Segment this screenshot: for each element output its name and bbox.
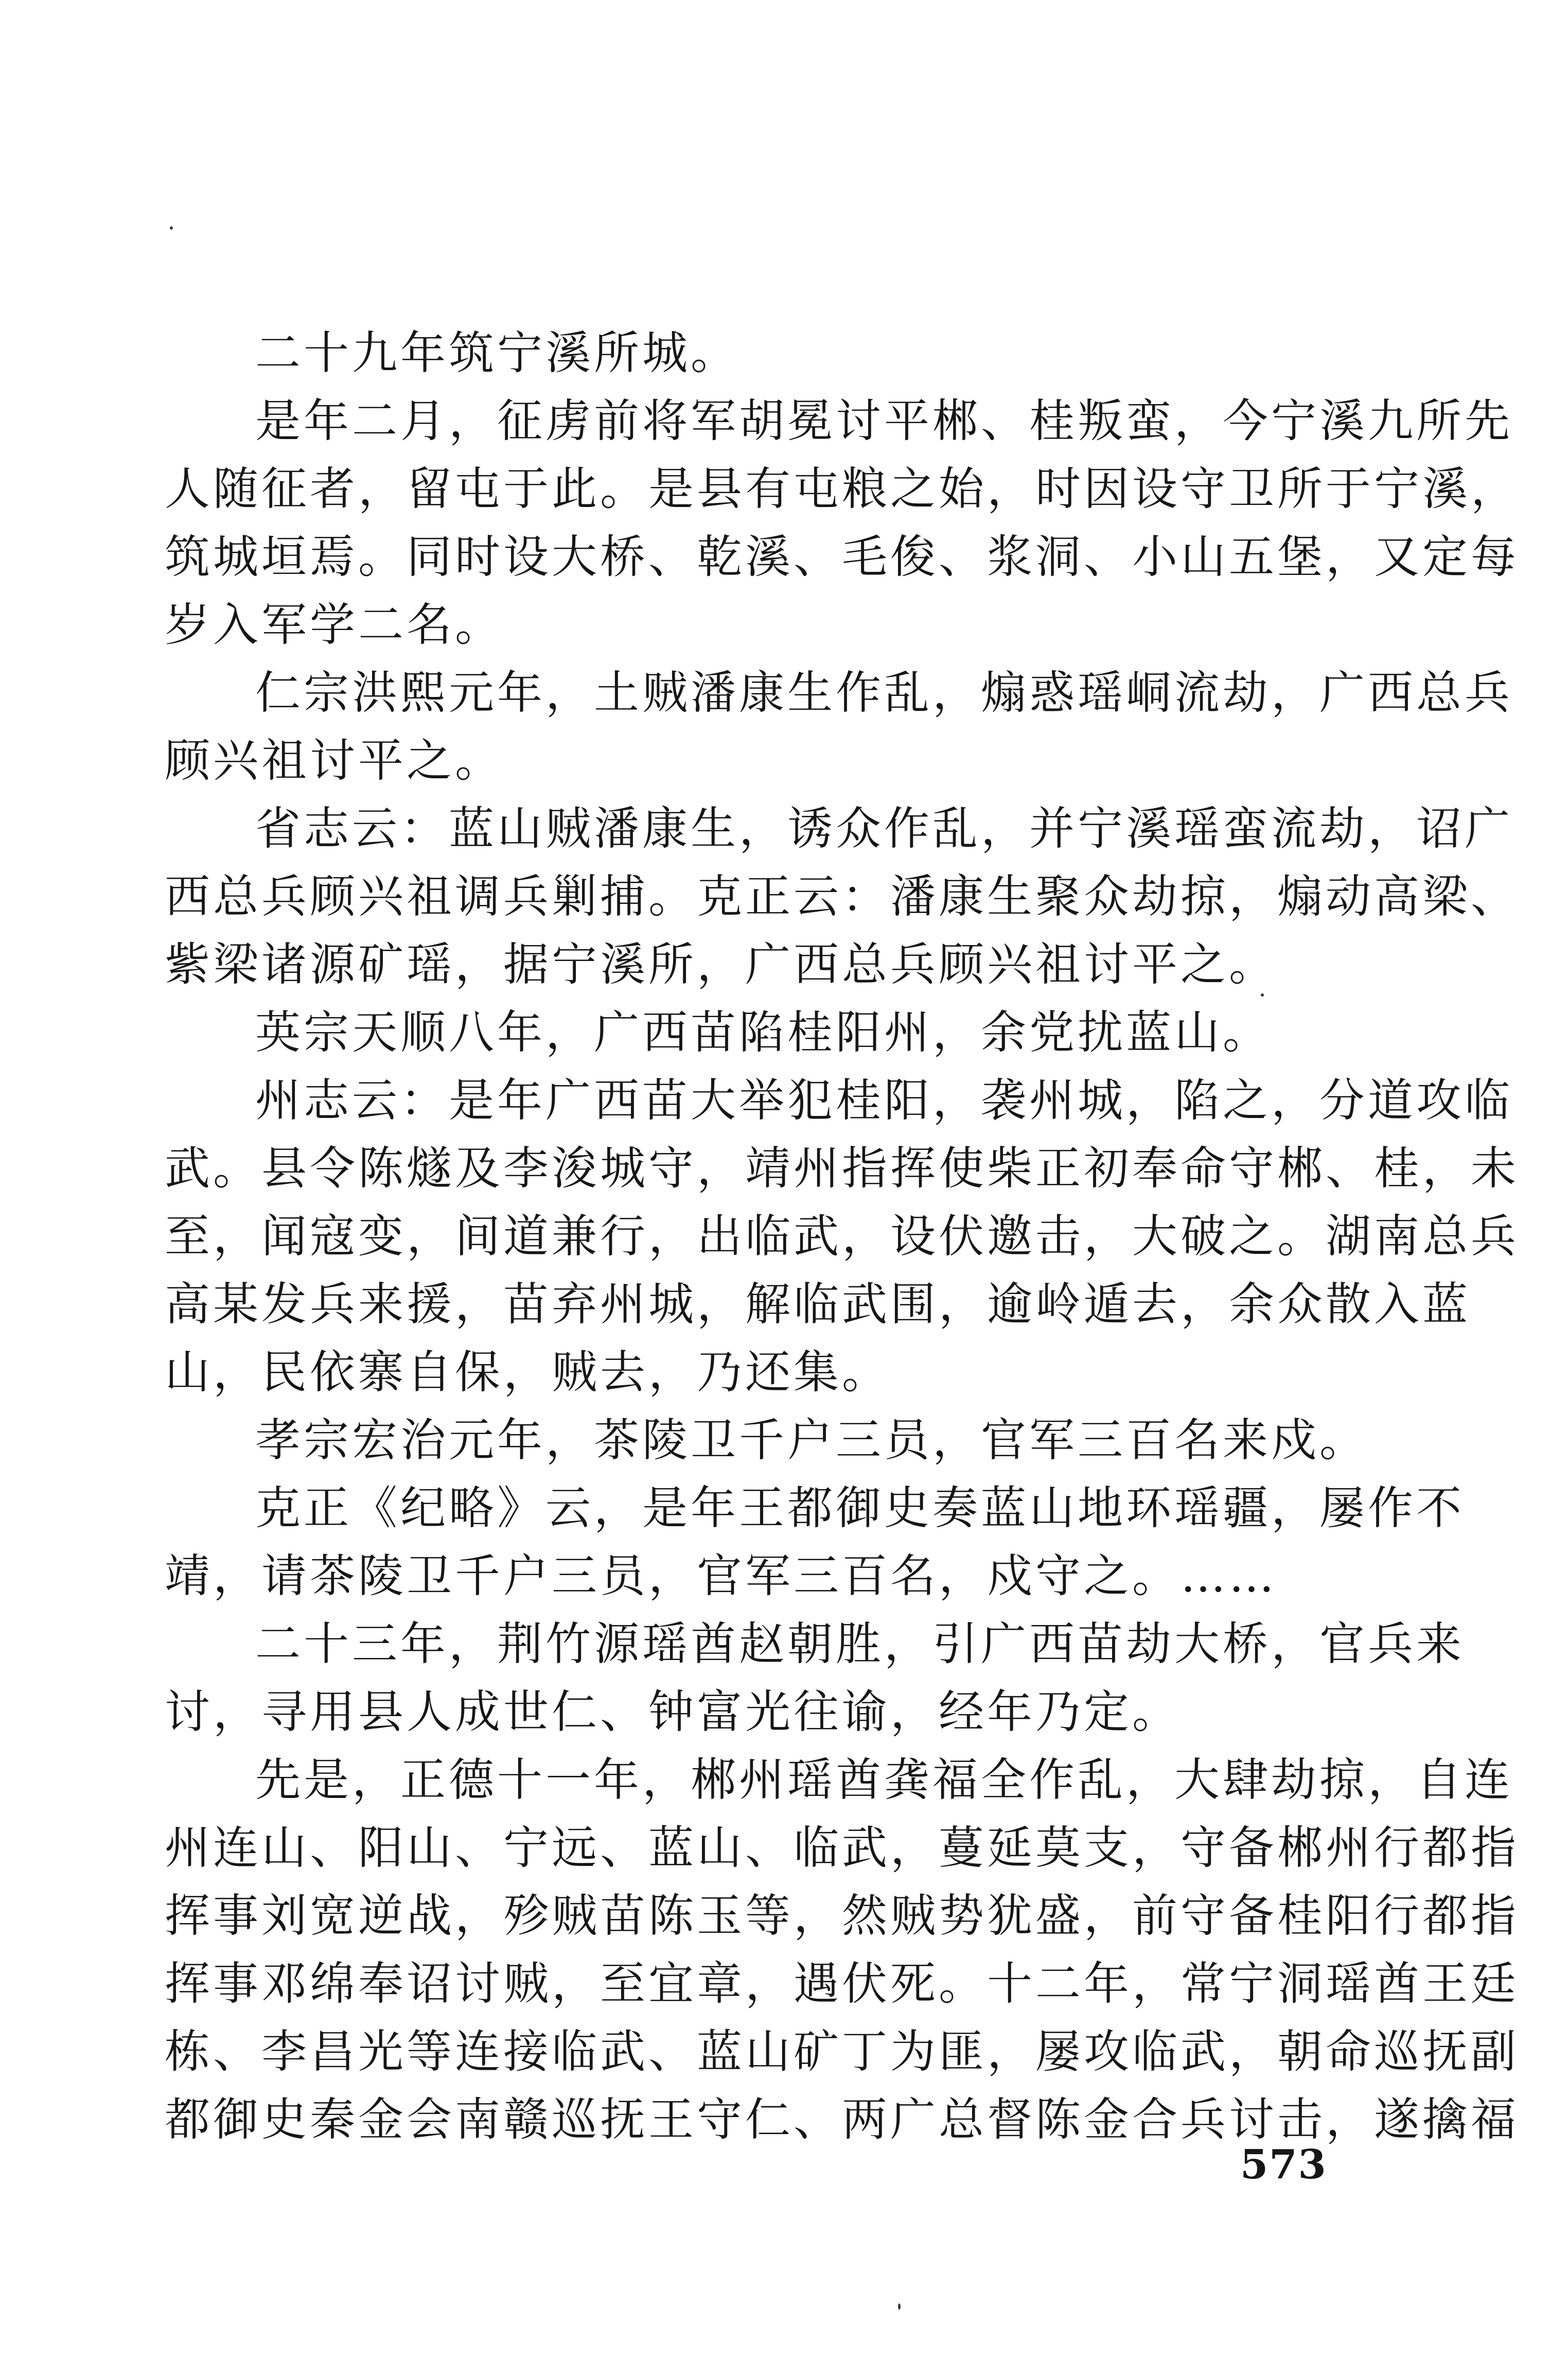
- paragraph-line: 高某发兵来援，苗弃州城，解临武围，逾岭遁去，余众散入蓝: [165, 1278, 1471, 1331]
- paragraph-line: 至，闻寇变，间道兼行，出临武，设伏邀击，大破之。湖南总兵: [165, 1210, 1520, 1263]
- paragraph-line: 山，民依寨自保，贼去，乃还集。: [165, 1346, 891, 1399]
- scan-speck: [1261, 993, 1264, 997]
- paragraph-line: 靖，请茶陵卫千户三员，官军三百名，戍守之。……: [165, 1549, 1278, 1602]
- paragraph-line: 州连山、阳山、宁远、蓝山、临武，蔓延莫支，守备郴州行都指: [165, 1821, 1520, 1874]
- scan-speck: [170, 226, 173, 230]
- paragraph-line: 孝宗宏治元年，茶陵卫千户三员，官军三百名来戍。: [255, 1413, 1368, 1466]
- paragraph-line: 克正《纪略》云，是年王都御史奏蓝山地环瑶疆，屡作不: [255, 1481, 1465, 1534]
- scan-speck: [898, 2303, 901, 2310]
- paragraph-line: 英宗天顺八年，广西苗陷桂阳州，余党扰蓝山。: [255, 1006, 1272, 1059]
- paragraph-line: 二十九年筑宁溪所城。: [255, 326, 739, 379]
- paragraph-line: 武。县令陈燧及李浚城守，靖州指挥使柴正初奉命守郴、桂，未: [165, 1142, 1520, 1195]
- paragraph-line: 省志云：蓝山贼潘康生，诱众作乱，并宁溪瑶蛮流劫，诏广: [255, 802, 1513, 855]
- paragraph-line: 顾兴祖讨平之。: [165, 734, 504, 787]
- paragraph-line: 仁宗洪熙元年，土贼潘康生作乱，煽惑瑶峒流劫，广西总兵: [255, 666, 1513, 719]
- paragraph-line: 挥事刘宽逆战，殄贼苗陈玉等，然贼势犹盛，前守备桂阳行都指: [165, 1889, 1520, 1942]
- paragraph-line: 人随征者，留屯于此。是县有屯粮之始，时因设守卫所于宁溪，: [165, 462, 1520, 515]
- paragraph-line: 都御史秦金会南赣巡抚王守仁、两广总督陈金合兵讨击，遂擒福: [165, 2093, 1520, 2146]
- paragraph-line: 先是，正德十一年，郴州瑶酋龚福全作乱，大肆劫掠，自连: [255, 1753, 1513, 1806]
- paragraph-line: 讨，寻用县人成世仁、钟富光往谕，经年乃定。: [165, 1685, 1181, 1738]
- paragraph-line: 筑城垣焉。同时设大桥、乾溪、毛俊、浆洞、小山五堡，又定每: [165, 530, 1520, 583]
- paragraph-line: 西总兵顾兴祖调兵剿捕。克正云：潘康生聚众劫掠，煽动高梁、: [165, 870, 1520, 923]
- paragraph-line: 州志云：是年广西苗大举犯桂阳，袭州城，陷之，分道攻临: [255, 1074, 1513, 1127]
- paragraph-line: 挥事邓绵奉诏讨贼，至宜章，遇伏死。十二年，常宁洞瑶酋王廷: [165, 1957, 1520, 2010]
- paragraph-line: 二十三年，荆竹源瑶酋赵朝胜，引广西苗劫大桥，官兵来: [255, 1617, 1465, 1670]
- paragraph-line: 栋、李昌光等连接临武、蓝山矿丁为匪，屡攻临武，朝命巡抚副: [165, 2025, 1520, 2078]
- body-text: [165, 319, 1520, 2154]
- paragraph-line: 岁入军学二名。: [165, 598, 504, 651]
- page-number: 573: [1240, 2141, 1327, 2188]
- paragraph-line: 是年二月，征虏前将军胡冕讨平郴、桂叛蛮，今宁溪九所先: [255, 394, 1513, 447]
- paragraph-line: 紫梁诸源矿瑶，据宁溪所，广西总兵顾兴祖讨平之。: [165, 938, 1278, 991]
